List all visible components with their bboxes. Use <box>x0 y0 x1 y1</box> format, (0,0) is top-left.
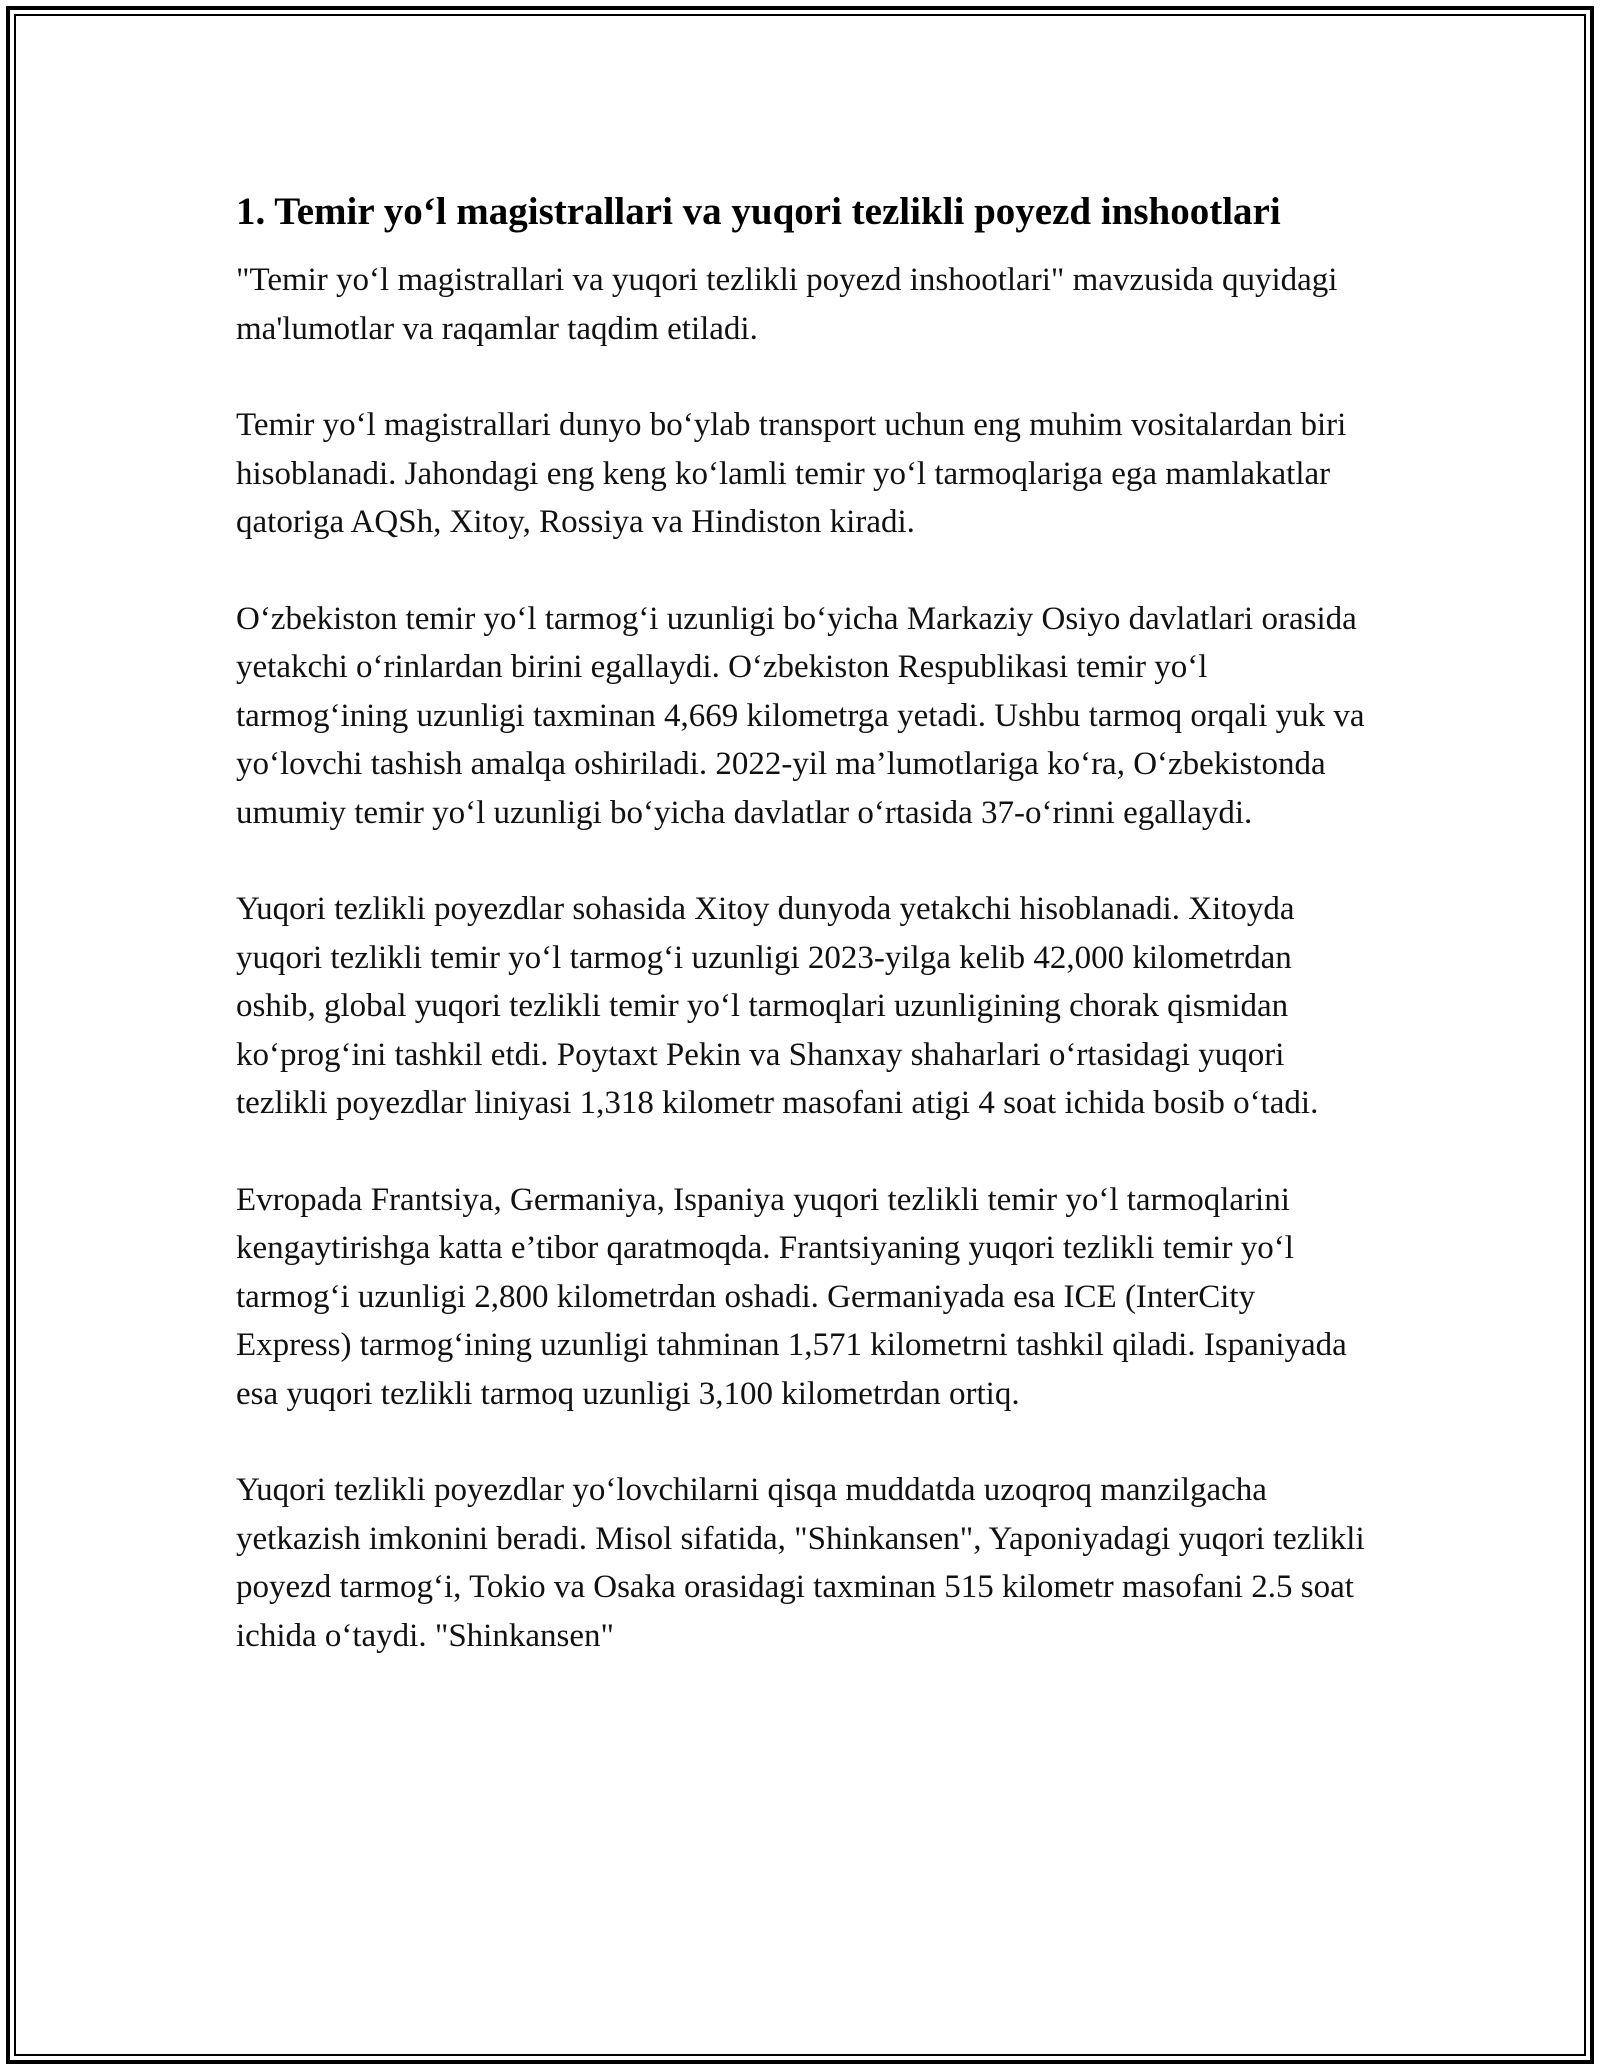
section-heading: 1. Temir yo‘l magistrallari va yuqori tezlikli poyezd inshootlari <box>236 190 1281 233</box>
paragraph-china-high-speed: Yuqori tezlikli poyezdlar sohasida Xitoy dunyoda yetakchi hisoblanadi. Xitoyda yuqori tezlikli temir yo‘l tarmog‘i uzunligi 2023-yilga kelib 42,000 kilometrdan oshib, global yuqori tezlikli temir yo‘l tarmoqlari uzunligining chorak qismidan ko‘prog‘ini tashkil etdi. Poytaxt Pekin va Shanxay shaharlari o‘rtasidagi yuqori tezlikli poyezdlar liniyasi 1,318 kilometr masofani atigi 4 soat ichida bosib o‘tadi. <box>236 891 1319 1121</box>
paragraph-uzbekistan-railways: O‘zbekiston temir yo‘l tarmog‘i uzunligi bo‘yicha Markaziy Osiyo davlatlari orasida yetakchi o‘rinlardan birini egallaydi. O‘zbekiston Respublikasi temir yo‘l tarmog‘ining uzunligi taxminan 4,669 kilometrga yetadi. Ushbu tarmoq orqali yuk va yo‘lovchi tashish amalqa oshiriladi. 2022-yil ma’lumotlariga ko‘ra, O‘zbekistonda umumiy temir yo‘l uzunligi bo‘yicha davlatlar o‘rtasida 37-o‘rinni egallaydi. <box>236 600 1365 831</box>
intro-paragraph: "Temir yo‘l magistrallari va yuqori tezlikli poyezd inshootlari" mavzusida quyidagi ma'lumotlar va raqamlar taqdim etiladi. <box>236 262 1338 347</box>
paragraph-shinkansen: Yuqori tezlikli poyezdlar yo‘lovchilarni qisqa muddatda uzoqroq manzilgacha yetkazish imkonini beradi. Misol sifatida, "Shinkansen", Yaponiyadagi yuqori tezlikli poyezd tarmog‘i, Tokio va Osaka orasidagi taxminan 515 kilometr masofani 2.5 soat ichida o‘taydi. "Shinkansen" <box>236 1472 1365 1654</box>
paragraph-europe-high-speed: Evropada Frantsiya, Germaniya, Ispaniya yuqori tezlikli temir yo‘l tarmoqlarini kengaytirishga katta e’tibor qaratmoqda. Frantsiyaning yuqori tezlikli temir yo‘l tarmog‘i uzunligi 2,800 kilometrdan oshadi. Germaniyada esa ICE (InterCity Express) tarmog‘ining uzunligi tahminan 1,571 kilometrni tashkil qiladi. Ispaniyada esa yuqori tezlikli tarmoq uzunligi 3,100 kilometrdan ortiq. <box>236 1181 1347 1412</box>
document-body <box>236 186 1376 1660</box>
paragraph-world-railways: Temir yo‘l magistrallari dunyo bo‘ylab transport uchun eng muhim vositalardan biri hisoblanadi. Jahondagi eng keng ko‘lamli temir yo‘l tarmoqlariga ega mamlakatlar qatoriga AQSh, Xitoy, Rossiya va Hindiston kiradi. <box>236 407 1347 540</box>
